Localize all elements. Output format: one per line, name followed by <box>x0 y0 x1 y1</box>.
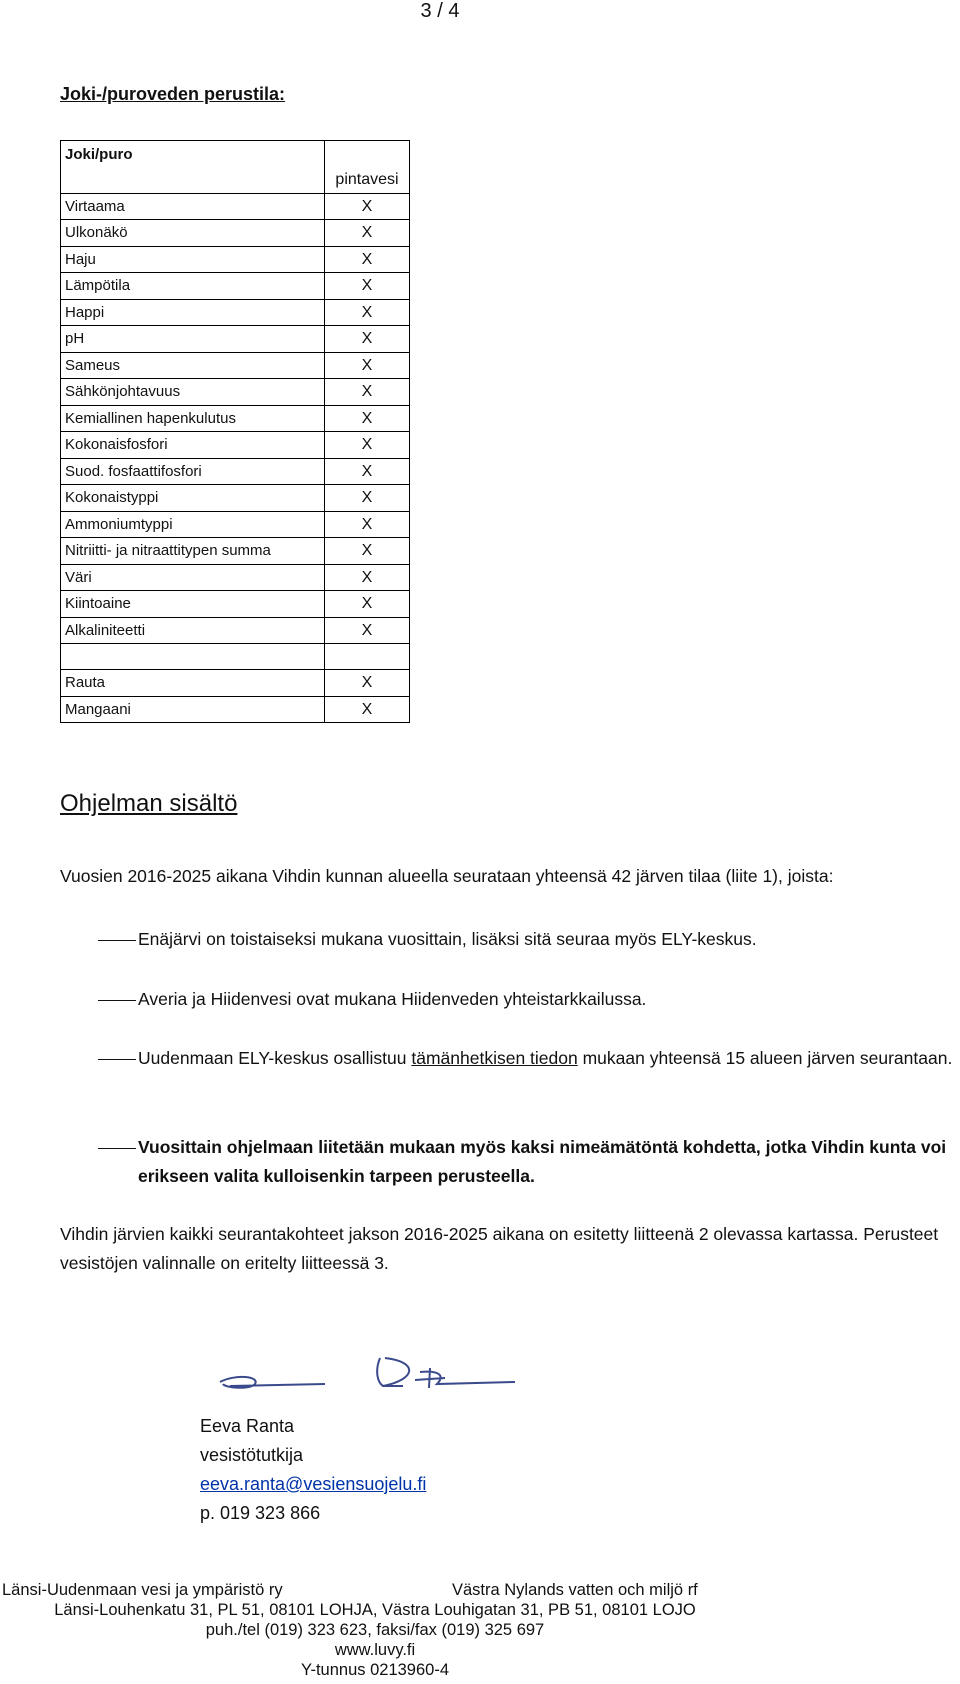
table-row <box>61 670 410 697</box>
parameter-mark: X <box>325 511 410 538</box>
parameter-name: Sameus <box>61 352 325 379</box>
table-subheader-blank <box>61 167 325 193</box>
table-row <box>61 246 410 273</box>
parameter-mark: X <box>325 538 410 565</box>
parameter-mark: X <box>325 352 410 379</box>
parameter-name: Happi <box>61 299 325 326</box>
parameter-name: Alkaliniteetti <box>61 617 325 644</box>
bullet-item-bold: Vuosittain ohjelmaan liitetään mukaan myös kaksi nimeämätöntä kohdetta, jotka Vihdin kunta voi erikseen valita kulloisenkin tarpeen perusteella. <box>138 1137 947 1186</box>
table-row <box>61 299 410 326</box>
table-row <box>61 458 410 485</box>
closing-paragraph: Vihdin järvien kaikki seurantakohteet jakson 2016-2025 aikana on esitetty liitteenä 2 olevassa kartassa. Perusteet vesistöjen valinnalle on eritelty liitteessä 3. <box>60 1224 939 1273</box>
bullet-text: mukaan yhteensä 15 alueen järven seurantaan. <box>577 1048 953 1068</box>
parameter-mark: X <box>325 326 410 353</box>
table-row <box>61 644 410 670</box>
parameter-name: Haju <box>61 246 325 273</box>
parameter-name: Suod. fosfaattifosfori <box>61 458 325 485</box>
footer-business-id: Y-tunnus 0213960-4 <box>300 1661 450 1679</box>
table-row <box>61 696 410 723</box>
table-row <box>61 538 410 565</box>
table-row <box>61 591 410 618</box>
bullet-dash <box>98 1000 136 1001</box>
parameter-mark: X <box>325 432 410 459</box>
table-title: Joki-/puroveden perustila: <box>60 84 286 104</box>
parameter-mark: X <box>325 617 410 644</box>
footer-web[interactable]: www.luvy.fi <box>334 1641 416 1659</box>
signer-phone: p. 019 323 866 <box>200 1503 321 1523</box>
table-row <box>61 564 410 591</box>
parameter-name: Virtaama <box>61 193 325 220</box>
bullet-text: Uudenmaan ELY-keskus osallistuu <box>138 1048 412 1068</box>
table-subheader-row <box>61 167 410 193</box>
parameter-mark: X <box>325 696 410 723</box>
parameter-name: Rauta <box>61 670 325 697</box>
parameter-name: Kokonaistyppi <box>61 485 325 512</box>
signer-title: vesistötutkija <box>200 1445 304 1465</box>
table-row <box>61 379 410 406</box>
parameter-mark: X <box>325 591 410 618</box>
underlined-text: tämänhetkisen tiedon <box>411 1048 578 1068</box>
parameter-mark: X <box>325 220 410 247</box>
footer-org-sv: Västra Nylands vatten och miljö rf <box>452 1581 698 1599</box>
parameter-name: Kokonaisfosfori <box>61 432 325 459</box>
table-row <box>61 273 410 300</box>
parameter-mark <box>325 644 410 670</box>
bullet-item: Enäjärvi on toistaiseksi mukana vuosittain, lisäksi sitä seuraa myös ELY-keskus. <box>138 929 757 949</box>
parameter-name: Ammoniumtyppi <box>61 511 325 538</box>
parameter-mark: X <box>325 405 410 432</box>
bullet-item-ely <box>138 1044 958 1073</box>
handwritten-signature <box>215 1340 535 1400</box>
parameter-table <box>60 140 410 723</box>
footer-org-fi: Länsi-Uudenmaan vesi ja ympäristö ry <box>2 1581 283 1599</box>
section-heading: Ohjelman sisältö <box>60 790 238 817</box>
table-row <box>61 485 410 512</box>
table-row <box>61 511 410 538</box>
parameter-name <box>61 644 325 670</box>
parameter-mark: X <box>325 485 410 512</box>
parameter-mark: X <box>325 564 410 591</box>
table-row <box>61 617 410 644</box>
signer-name: Eeva Ranta <box>200 1416 295 1436</box>
bullet-dash <box>98 940 136 941</box>
parameter-name: Lämpötila <box>61 273 325 300</box>
parameter-name: pH <box>61 326 325 353</box>
table-row <box>61 352 410 379</box>
table-row <box>61 326 410 353</box>
parameter-name: Nitriitti- ja nitraattitypen summa <box>61 538 325 565</box>
intro-paragraph: Vuosien 2016-2025 aikana Vihdin kunnan alueella seurataan yhteensä 42 järven tilaa (liite 1), joista: <box>60 866 834 886</box>
parameter-name: Sähkönjohtavuus <box>61 379 325 406</box>
footer-address: Länsi-Louhenkatu 31, PL 51, 08101 LOHJA, Västra Louhigatan 31, PB 51, 08101 LOJO <box>54 1601 696 1619</box>
table-row <box>61 432 410 459</box>
parameter-name: Kemiallinen hapenkulutus <box>61 405 325 432</box>
parameter-mark: X <box>325 458 410 485</box>
parameter-mark: X <box>325 299 410 326</box>
table-row <box>61 220 410 247</box>
bullet-item: Averia ja Hiidenvesi ovat mukana Hiidenveden yhteistarkkailussa. <box>138 989 647 1009</box>
parameter-mark: X <box>325 379 410 406</box>
bullet-dash <box>98 1059 136 1060</box>
email-link[interactable]: eeva.ranta@vesiensuojelu.fi <box>200 1474 427 1494</box>
parameter-name: Ulkonäkö <box>61 220 325 247</box>
table-row <box>61 193 410 220</box>
table-row <box>61 405 410 432</box>
footer-phone: puh./tel (019) 323 623, faksi/fax (019) 325 697 <box>205 1621 545 1639</box>
parameter-mark: X <box>325 246 410 273</box>
column-header-pintavesi: pintavesi <box>325 167 410 193</box>
parameter-mark: X <box>325 193 410 220</box>
parameter-mark: X <box>325 670 410 697</box>
page-number: 3 / 4 <box>420 0 460 22</box>
footer <box>0 1580 750 1680</box>
table-header-cell: Joki/puro <box>61 141 325 168</box>
table-header-blank <box>325 141 410 168</box>
parameter-mark: X <box>325 273 410 300</box>
parameter-name: Kiintoaine <box>61 591 325 618</box>
bullet-dash <box>98 1148 136 1149</box>
table-header-row <box>61 141 410 168</box>
parameter-name: Väri <box>61 564 325 591</box>
parameter-name: Mangaani <box>61 696 325 723</box>
